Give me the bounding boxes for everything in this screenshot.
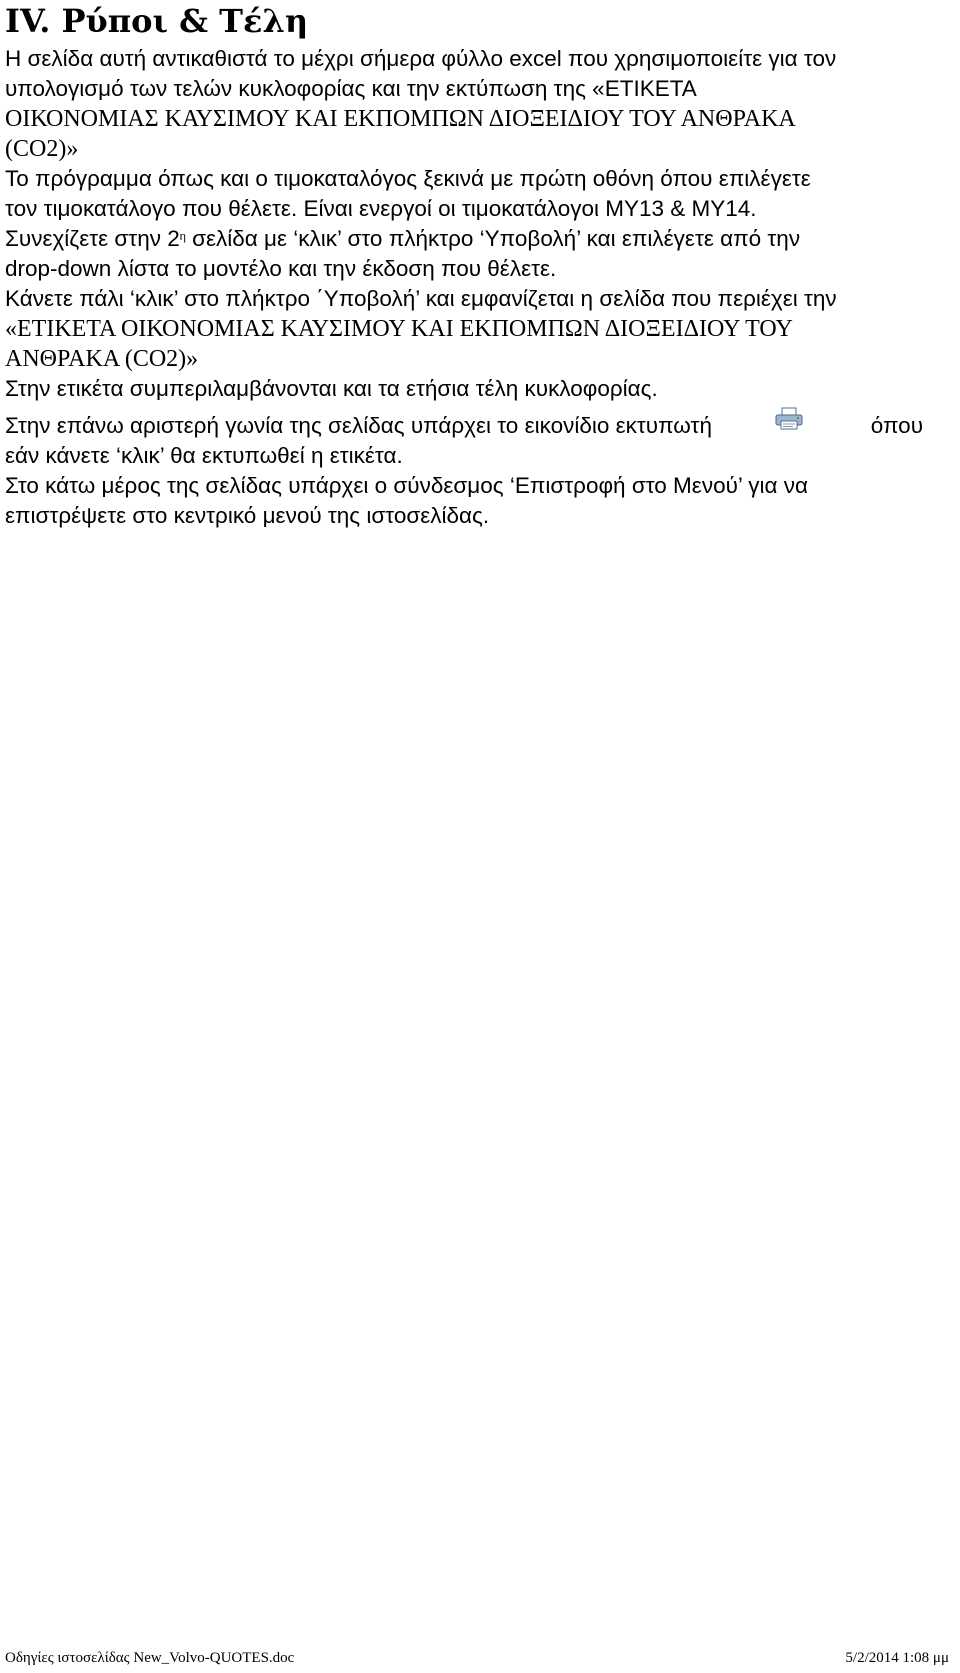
text-line: τον τιμοκατάλογο που θέλετε. Είναι ενεργοί οι τιμοκατάλογοι MY13 & MY14. <box>5 196 757 221</box>
text-fragment: σελίδα με ‘κλικ’ στο πλήκτρο ‘Υποβολή’ και επιλέγετε από την <box>185 226 801 251</box>
paragraph-pricelist <box>5 164 955 224</box>
spacer <box>5 404 955 411</box>
paragraph-label <box>5 284 955 404</box>
document-page <box>5 0 955 531</box>
footer-datetime: 5/2/2014 1:08 μμ <box>845 1650 949 1666</box>
text-fragment: όπου <box>870 413 923 438</box>
text-line: (CO2)» <box>5 136 79 162</box>
text-line: επιστρέψετε στο κεντρικό μενού της ιστοσελίδας. <box>5 503 490 528</box>
text-line: ΟΙΚΟΝΟΜΙΑΣ ΚΑΥΣΙΜΟΥ ΚΑΙ ΕΚΠΟΜΠΩΝ ΔΙΟΞΕΙΔΙΟΥ ΤΟΥ ΑΝΘΡΑΚΑ <box>5 106 796 132</box>
text-line: «ΕΤΙΚΕΤΑ ΟΙΚΟΝΟΜΙΑΣ ΚΑΥΣΙΜΟΥ ΚΑΙ ΕΚΠΟΜΠΩΝ ΔΙΟΞΕΙΔΙΟΥ ΤΟΥ <box>5 316 793 342</box>
printer-icon <box>774 407 804 431</box>
paragraph-print <box>5 411 955 471</box>
paragraph-return <box>5 471 955 531</box>
text-line: Στο κάτω μέρος της σελίδας υπάρχει ο σύνδεσμος ‘Επιστροφή στο Μενού’ για να <box>5 473 809 498</box>
page-footer <box>5 1649 949 1667</box>
paragraph-intro <box>5 44 955 164</box>
text-line: ΑΝΘΡΑΚΑ (CO2)» <box>5 346 199 372</box>
text-line: Η σελίδα αυτή αντικαθιστά το μέχρι σήμερα φύλλο excel που χρησιμοποιείτε για τον <box>5 46 837 71</box>
text-line <box>5 224 955 254</box>
text-line: Το πρόγραμμα όπως και ο τιμοκαταλόγος ξεκινά με πρώτη οθόνη όπου επιλέγετε <box>5 166 811 191</box>
text-line: εάν κάνετε ‘κλικ’ θα εκτυπωθεί η ετικέτα. <box>5 443 403 468</box>
text-line: υπολογισμό των τελών κυκλοφορίας και την εκτύπωση της «ΕΤΙΚΕΤΑ <box>5 76 697 101</box>
text-line: Κάνετε πάλι ‘κλικ’ στο πλήκτρο ΄Υποβολή’ και εμφανίζεται η σελίδα που περιέχει την <box>5 286 837 311</box>
text-line <box>5 411 923 441</box>
text-fragment: Στην επάνω αριστερή γωνία της σελίδας υπάρχει το εικονίδιο εκτυπωτή <box>5 413 712 438</box>
text-line: Στην ετικέτα συμπεριλαμβάνονται και τα ετήσια τέλη κυκλοφορίας. <box>5 376 658 401</box>
ordinal-superscript: η <box>179 231 186 243</box>
paragraph-submit <box>5 224 955 284</box>
section-heading: IV. Ρύποι & Τέλη <box>5 2 309 40</box>
text-fragment: Συνεχίζετε στην 2 <box>5 226 180 251</box>
text-line: drop-down λίστα το μοντέλο και την έκδοση που θέλετε. <box>5 256 557 281</box>
footer-filename: Οδηγίες ιστοσελίδας New_Volvo-QUOTES.doc <box>5 1650 295 1666</box>
